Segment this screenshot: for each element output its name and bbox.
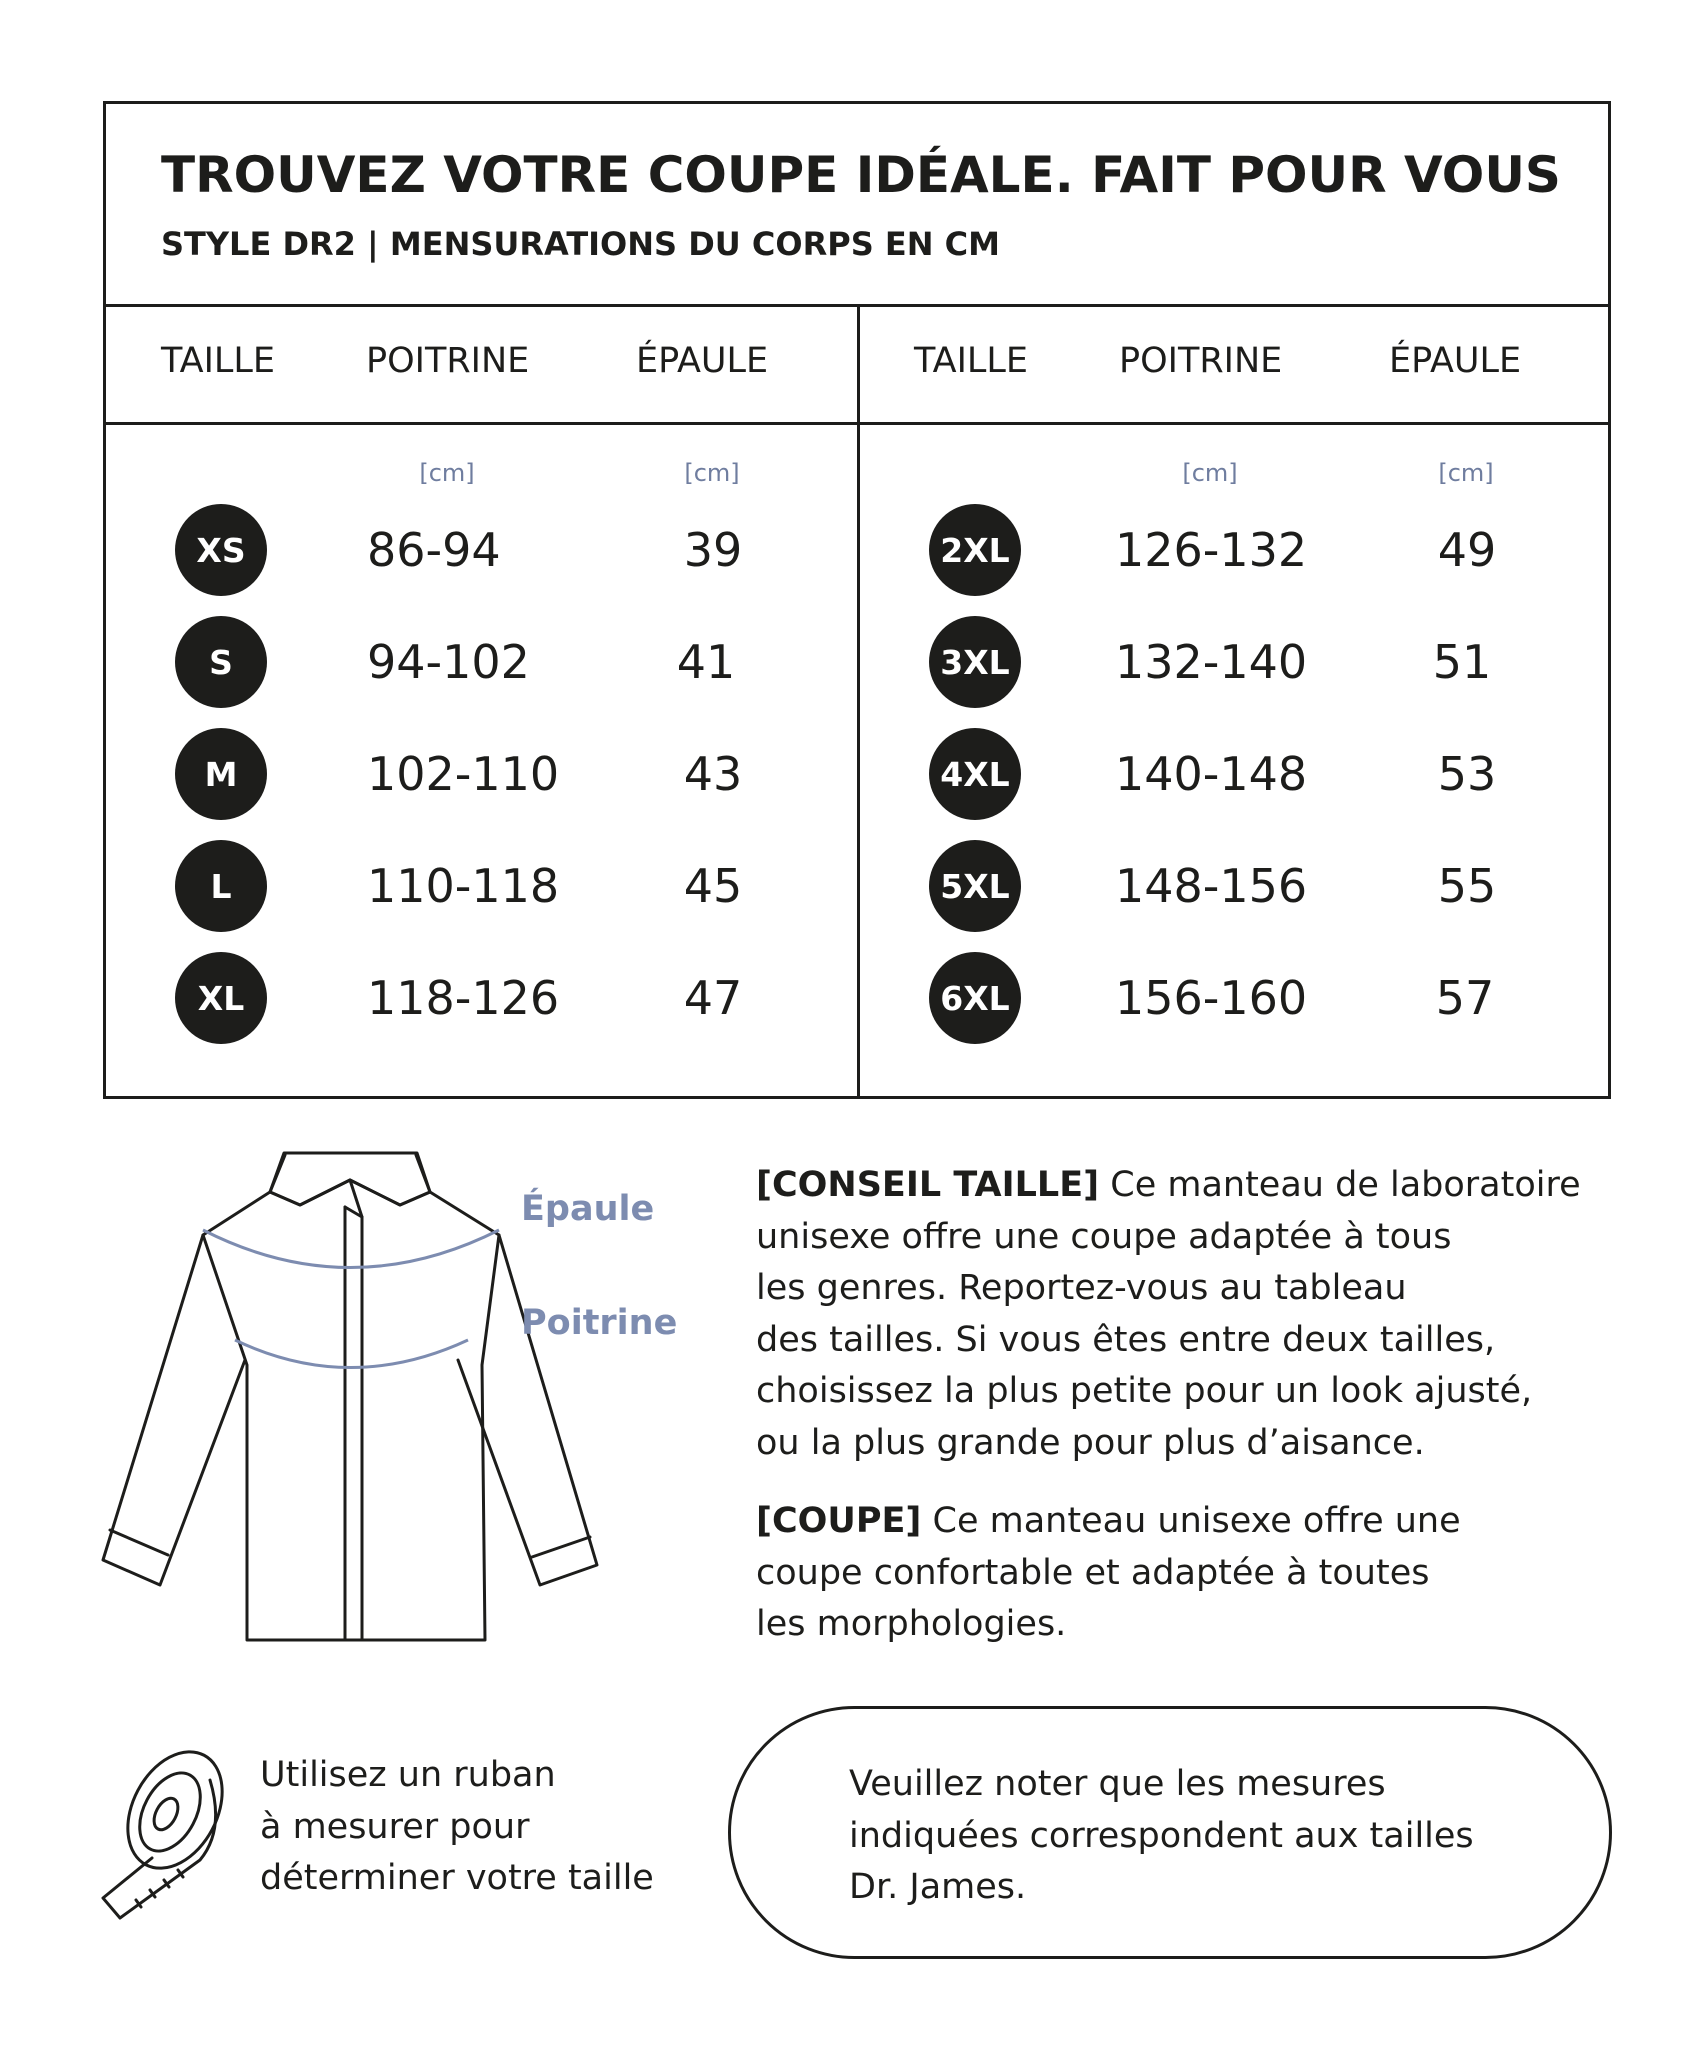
size-tip-paragraph xyxy=(756,1160,1636,1469)
size-badge: 4XL xyxy=(929,728,1021,820)
shoulder-unit: [cm] xyxy=(684,459,740,487)
shoulder-value: 57 xyxy=(1435,971,1495,1025)
chest-value: 102-110 xyxy=(367,747,560,801)
chest-value: 94-102 xyxy=(367,635,530,689)
chest-value: 118-126 xyxy=(367,971,560,1025)
sizing-advice xyxy=(756,1160,1636,1678)
size-badge: M xyxy=(175,728,267,820)
shoulder-value: 39 xyxy=(683,523,743,577)
tip-line: déterminer votre taille xyxy=(260,1858,654,1898)
size-badge: XS xyxy=(175,504,267,596)
fit-line: les morphologies. xyxy=(756,1604,1067,1644)
note-box xyxy=(728,1706,1612,1959)
fit-paragraph xyxy=(756,1496,1636,1651)
note-line: Veuillez noter que les mesures xyxy=(849,1764,1386,1804)
header-chest: POITRINE xyxy=(1119,341,1283,381)
size-tip-line: Ce manteau de laboratoire xyxy=(1099,1165,1581,1205)
chest-value: 126-132 xyxy=(1115,523,1308,577)
shoulder-value: 51 xyxy=(1432,635,1492,689)
size-badge: 6XL xyxy=(929,952,1021,1044)
size-badge: 5XL xyxy=(929,840,1021,932)
table-row xyxy=(106,504,1608,596)
size-tip-title: [CONSEIL TAILLE] xyxy=(756,1165,1100,1205)
header-chest: POITRINE xyxy=(366,341,530,381)
size-chart-frame xyxy=(103,101,1611,1099)
shoulder-value: 55 xyxy=(1437,859,1497,913)
fit-title: [COUPE] xyxy=(756,1501,922,1541)
shoulder-value: 53 xyxy=(1437,747,1497,801)
shoulder-value: 49 xyxy=(1437,523,1497,577)
note-text xyxy=(849,1759,1474,1914)
shoulder-value: 45 xyxy=(683,859,743,913)
header-shoulder: ÉPAULE xyxy=(636,341,769,381)
size-badge: XL xyxy=(175,952,267,1044)
fit-line: Ce manteau unisexe offre une xyxy=(921,1501,1461,1541)
chest-value: 86-94 xyxy=(367,523,501,577)
chest-unit: [cm] xyxy=(1182,459,1238,487)
table-row xyxy=(106,616,1608,708)
shoulder-label: Épaule xyxy=(521,1189,655,1229)
shoulder-value: 47 xyxy=(683,971,743,1025)
size-badge: 2XL xyxy=(929,504,1021,596)
measuring-tape-icon xyxy=(100,1740,235,1925)
size-tip-line: unisexe offre une coupe adaptée à tous xyxy=(756,1216,1452,1257)
header-shoulder: ÉPAULE xyxy=(1389,341,1522,381)
header-size: TAILLE xyxy=(161,341,276,381)
page-subtitle: STYLE DR2 | MENSURATIONS DU CORPS EN CM xyxy=(161,225,1000,263)
header-size: TAILLE xyxy=(914,341,1029,381)
size-badge: S xyxy=(175,616,267,708)
tip-line: Utilisez un ruban xyxy=(260,1755,556,1795)
page-title: TROUVEZ VOTRE COUPE IDÉALE. FAIT POUR VOUS xyxy=(161,146,1561,204)
fit-line: coupe confortable et adaptée à toutes xyxy=(756,1552,1430,1593)
chest-value: 156-160 xyxy=(1115,971,1308,1025)
note-line: indiquées correspondent aux tailles xyxy=(849,1815,1474,1856)
chest-value: 140-148 xyxy=(1115,747,1308,801)
chest-unit: [cm] xyxy=(419,459,475,487)
chest-value: 148-156 xyxy=(1115,859,1308,913)
size-tip-line: ou la plus grande pour plus d’aisance. xyxy=(756,1422,1425,1463)
shoulder-value: 43 xyxy=(683,747,743,801)
size-badge: 3XL xyxy=(929,616,1021,708)
size-tip-line: choisissez la plus petite pour un look ajusté, xyxy=(756,1371,1533,1411)
shoulder-unit: [cm] xyxy=(1438,459,1494,487)
table-row xyxy=(106,952,1608,1044)
chest-value: 110-118 xyxy=(367,859,560,913)
tip-line: à mesurer pour xyxy=(260,1806,530,1847)
table-row xyxy=(106,728,1608,820)
note-line: Dr. James. xyxy=(849,1867,1027,1907)
size-badge: L xyxy=(175,840,267,932)
chest-label: Poitrine xyxy=(521,1303,678,1343)
shoulder-value: 41 xyxy=(676,635,736,689)
chest-value: 132-140 xyxy=(1115,635,1308,689)
table-row xyxy=(106,840,1608,932)
size-tip-line: des tailles. Si vous êtes entre deux tailles, xyxy=(756,1319,1496,1360)
measuring-tip xyxy=(260,1750,654,1905)
size-tip-line: les genres. Reportez-vous au tableau xyxy=(756,1268,1407,1308)
